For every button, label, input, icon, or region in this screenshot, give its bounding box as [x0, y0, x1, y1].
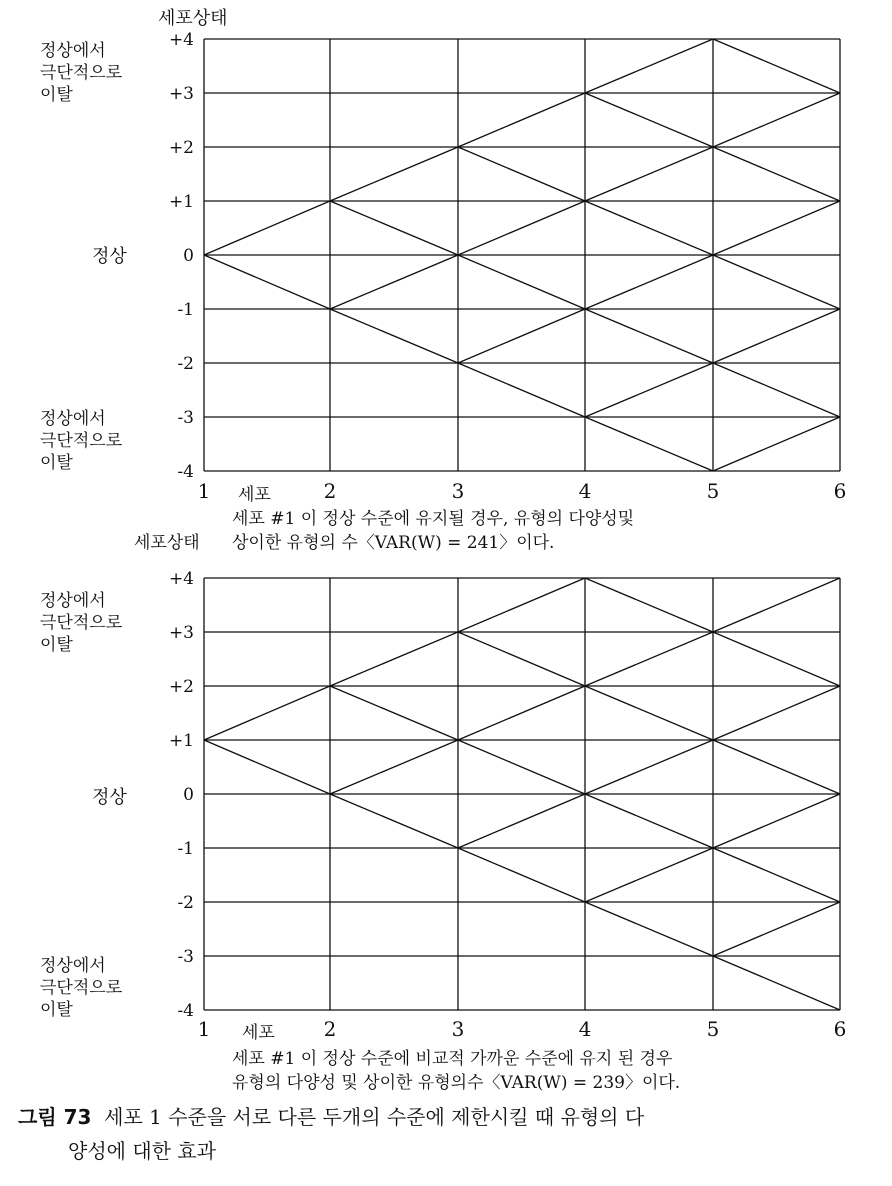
- x-tick-label: 5: [706, 1017, 720, 1041]
- transition-edge: [713, 848, 840, 902]
- transition-edge: [713, 309, 840, 363]
- transition-edge: [330, 686, 458, 740]
- transition-edge: [204, 255, 330, 309]
- transition-edge: [713, 902, 840, 956]
- x-tick-label: 4: [578, 479, 592, 503]
- transition-edge: [330, 632, 458, 686]
- y-tick-label: +2: [168, 677, 194, 697]
- y-tick-label: +1: [168, 192, 194, 212]
- transition-edge: [585, 632, 713, 686]
- x-tick-label: 2: [323, 1017, 337, 1041]
- y-tick-label: +2: [168, 138, 194, 158]
- side-label-normal-1: 정상: [92, 246, 127, 267]
- transition-edge: [458, 686, 585, 740]
- x-tick-label: 1: [197, 479, 211, 503]
- x-tick-label: 6: [833, 479, 847, 503]
- transition-edge: [585, 93, 713, 147]
- transition-edge: [585, 686, 713, 740]
- transition-edge: [330, 147, 458, 201]
- transition-edge: [458, 255, 585, 309]
- panel-2-lattice: [169, 569, 846, 1041]
- y-tick-label: 0: [183, 246, 194, 266]
- x-tick-label: 2: [323, 479, 337, 503]
- figure-label: 그림 73: [18, 1105, 92, 1129]
- panel1-caption-line1: 세포 #1 이 정상 수준에 유지될 경우, 유형의 다양성및: [232, 509, 635, 529]
- side-label-normal-2: 정상: [92, 787, 127, 808]
- transition-edge: [585, 848, 713, 902]
- transition-edge: [713, 632, 840, 686]
- transition-edge: [585, 201, 713, 255]
- panel2-caption-line1: 세포 #1 이 정상 수준에 비교적 가까운 수준에 유지 된 경우: [232, 1049, 673, 1069]
- y-tick-label: +3: [168, 623, 194, 643]
- y-tick-label: -3: [177, 947, 194, 967]
- transition-edge: [585, 794, 713, 848]
- transition-edge: [713, 740, 840, 794]
- transition-edge: [458, 201, 585, 255]
- y-tick-label: -2: [177, 354, 194, 374]
- panel1-axis-title-inline: 세포상태: [134, 533, 200, 553]
- x-tick-label: 6: [833, 1017, 847, 1041]
- transition-edge: [458, 147, 585, 201]
- transition-edge: [585, 740, 713, 794]
- x-axis-title-1: 세포: [238, 485, 271, 505]
- transition-edge: [713, 578, 840, 632]
- transition-edge: [204, 740, 330, 794]
- y-tick-label: -3: [177, 408, 194, 428]
- y-tick-label: -4: [177, 462, 194, 482]
- transition-edge: [204, 201, 330, 255]
- panel2-caption-line2: 유형의 다양성 및 상이한 유형의수〈VAR(W) = 239〉이다.: [232, 1073, 681, 1093]
- x-tick-label: 1: [197, 1017, 211, 1041]
- transition-edge: [585, 417, 713, 471]
- transition-edge: [713, 39, 840, 93]
- transition-edge: [713, 956, 840, 1010]
- transition-edge: [585, 39, 713, 93]
- side-label-extreme-low-1: 정상에서 극단적으로 이탈: [40, 409, 123, 473]
- transition-edge: [585, 578, 713, 632]
- x-tick-label: 3: [451, 479, 465, 503]
- y-tick-label: +3: [168, 84, 194, 104]
- transition-edge: [713, 255, 840, 309]
- transition-edge: [458, 740, 585, 794]
- x-tick-label: 3: [451, 1017, 465, 1041]
- y-tick-label: -2: [177, 893, 194, 913]
- figure-caption-line1: 세포 1 수준을 서로 다른 두개의 수준에 제한시킬 때 유형의 다: [104, 1105, 645, 1129]
- transition-edge: [458, 794, 585, 848]
- transition-edge: [713, 794, 840, 848]
- transition-edge: [458, 848, 585, 902]
- transition-edge: [585, 255, 713, 309]
- transition-edge: [458, 309, 585, 363]
- transition-edge: [585, 309, 713, 363]
- panel-1-lattice: [169, 30, 846, 503]
- transition-edge: [713, 363, 840, 417]
- y-axis-title: 세포상태: [158, 8, 228, 29]
- y-tick-label: +4: [168, 30, 194, 50]
- transition-edge: [585, 147, 713, 201]
- transition-edge: [330, 309, 458, 363]
- y-tick-label: -1: [177, 300, 194, 320]
- transition-edge: [585, 902, 713, 956]
- side-label-extreme-high-1: 정상에서 극단적으로 이탈: [40, 41, 123, 105]
- transition-edge: [713, 417, 840, 471]
- y-tick-label: +1: [168, 731, 194, 751]
- transition-edge: [330, 740, 458, 794]
- transition-edge: [458, 93, 585, 147]
- x-tick-label: 4: [578, 1017, 592, 1041]
- y-tick-label: +4: [168, 569, 194, 589]
- transition-edge: [713, 201, 840, 255]
- transition-edge: [458, 578, 585, 632]
- x-tick-label: 5: [706, 479, 720, 503]
- side-label-extreme-low-2: 정상에서 극단적으로 이탈: [40, 956, 123, 1020]
- transition-edge: [330, 201, 458, 255]
- panel1-caption-line2: 상이한 유형의 수〈VAR(W) = 241〉이다.: [232, 533, 555, 553]
- transition-edge: [330, 255, 458, 309]
- x-axis-title-2: 세포: [242, 1023, 275, 1043]
- transition-edge: [330, 794, 458, 848]
- transition-edge: [458, 632, 585, 686]
- y-tick-label: -1: [177, 839, 194, 859]
- transition-edge: [204, 686, 330, 740]
- transition-edge: [713, 93, 840, 147]
- side-label-extreme-high-2: 정상에서 극단적으로 이탈: [40, 591, 123, 655]
- y-tick-label: 0: [183, 785, 194, 805]
- transition-edge: [713, 147, 840, 201]
- transition-edge: [585, 363, 713, 417]
- y-tick-label: -4: [177, 1001, 194, 1021]
- transition-edge: [713, 686, 840, 740]
- figure-caption-line2: 양성에 대한 효과: [68, 1139, 216, 1163]
- transition-edge: [458, 363, 585, 417]
